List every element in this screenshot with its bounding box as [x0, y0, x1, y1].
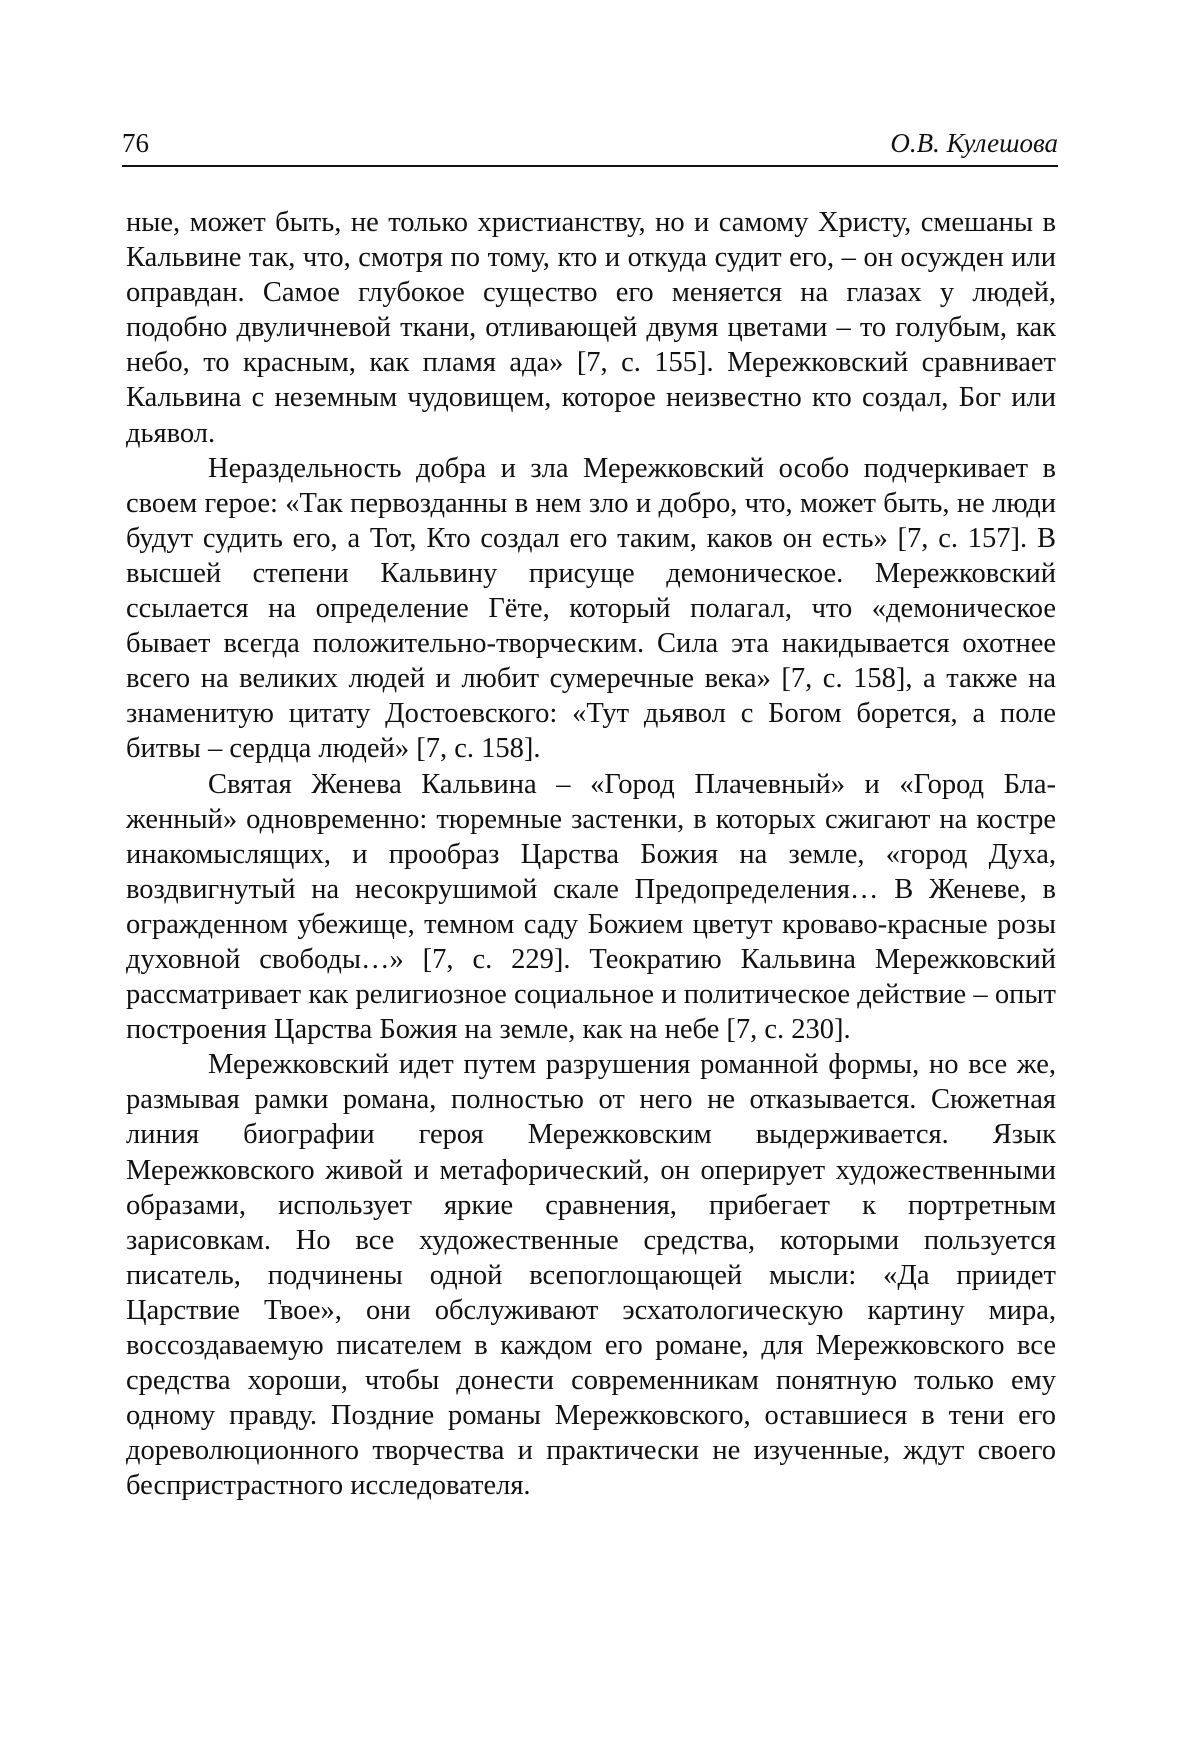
header-rule: [122, 165, 1058, 167]
page-number: 76: [122, 128, 149, 158]
paragraph: Святая Женева Кальвина – «Город Плачевный» и «Город Блаженный» одновременно: тюремные застенки, в которых сжигают на костре инакомыслящих, и прообраз Царства Божия на земле, «город Духа, воздвигнутый на несокрушимой скале Предопределения… В Женеве, в огражденном убежище, темном саду Божием цветут кроваво-красные розы духовной свободы…» [7, с. 229]. Теократию Кальвина Мережковский рассматривает как религиозное социальное и политическое действие – опыт построения Царства Божия на земле, как на небе [7, с. 230].: [126, 768, 1056, 1046]
body-text: [126, 205, 1056, 1503]
running-head-author: О.В. Кулешова: [890, 128, 1058, 158]
paragraph: Мережковский идет путем разрушения романной формы, но все же, размывая рамки романа, полностью от него не отказывается. Сюжетная линия биографии героя Мережковским выдерживается. Язык Мережковского живой и метафорический, он оперирует художественными образами, использует яркие сравнения, прибегает к портретным зарисовкам. Но все художественные средства, которыми пользуется писатель, подчинены одной всепоглощающей мысли: «Да приидет Царствие Твое», они обслуживают эсхатологическую картину мира, воссоздаваемую писателем в каждом его романе, для Мережковского все средства хороши, чтобы донести современникам понятную только ему одному правду. Поздние романы Мережковского, оставшиеся в тени его дореволюционного творчества и практически не изученные, ждут своего беспристрастного исследователя.: [126, 1049, 1056, 1502]
paragraph: Нераздельность добра и зла Мережковский особо подчеркивает в своем герое: «Так первозданны в нем зло и добро, что, может быть, не люди будут судить его, а Тот, Кто создал его таким, каков он есть» [7, с. 157]. В высшей степени Кальвину присуще демоническое. Мережковский ссылается на определение Гёте, который полагал, что «демоническое бывает всегда положительно-творческим. Сила эта накидывается охотнее всего на великих людей и любит сумеречные века» [7, с. 158], а также на знаменитую цитату Достоевского: «Тут дьявол с Богом борется, а поле битвы – сердца людей» [7, с. 158].: [126, 452, 1056, 765]
paragraph-continued: ные, может быть, не только христианству, но и самому Христу, смешаны в Кальвине так, что, смотря по тому, кто и откуда судит его, – он осужден или оправдан. Самое глубокое существо его меняется на глазах у людей, подобно двуличневой ткани, отливающей двумя цветами – то голубым, как небо, то красным, как пламя ада» [7, с. 155]. Мережковский сравнивает Кальвина с неземным чудовищем, которое неизвестно кто создал, Бог или дьявол.: [126, 207, 1056, 449]
running-head: [122, 126, 1058, 162]
